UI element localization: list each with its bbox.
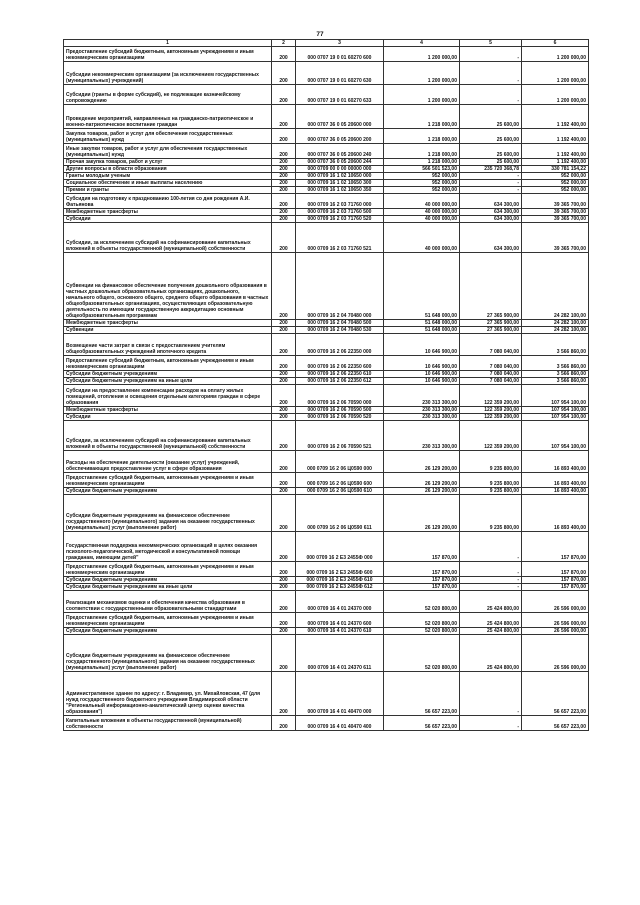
row-approved-amount: 157 870,00 [384, 577, 460, 584]
row-executed-amount: 122 359 200,00 [460, 421, 522, 451]
row-description: Субсидии [64, 414, 272, 421]
row-remaining-amount: 39 365 700,00 [522, 209, 589, 216]
row-budget-code: 000 0709 16 2 06 Ц0590 000 [296, 451, 384, 473]
row-budget-code: 000 0709 16 2 06 Ц0590 611 [296, 495, 384, 532]
row-executed-amount: 122 359 200,00 [460, 407, 522, 414]
row-approved-amount: 56 657 223,00 [384, 672, 460, 716]
table-row [64, 716, 589, 731]
row-budget-code: 000 0709 16 2 03 71760 520 [296, 216, 384, 223]
row-description: Субсидии бюджетным учреждениям на финансовое обеспечение государственного (муниципального) задания на оказание государственных (муниципальных) услуг (выполнение работ) [64, 635, 272, 672]
row-remaining-amount: 39 365 700,00 [522, 216, 589, 223]
row-remaining-amount: 107 954 100,00 [522, 407, 589, 414]
row-remaining-amount: 952 000,00 [522, 187, 589, 194]
row-budget-code: 000 0709 16 4 01 24370 600 [296, 613, 384, 628]
table-row [64, 584, 589, 591]
row-approved-amount: 52 020 800,00 [384, 591, 460, 613]
row-approved-amount: 26 129 200,00 [384, 451, 460, 473]
table-row [64, 180, 589, 187]
row-approved-amount: 26 129 200,00 [384, 488, 460, 495]
table-row [64, 532, 589, 562]
row-line-code: 200 [272, 378, 296, 385]
row-executed-amount: - [460, 562, 522, 577]
row-description: Субсидии некоммерческим организациям (за исключением государственных (муниципальных) учреждений) [64, 62, 272, 85]
row-approved-amount: 1 218 000,00 [384, 129, 460, 144]
table-row [64, 216, 589, 223]
table-row [64, 672, 589, 716]
row-line-code: 200 [272, 253, 296, 320]
row-budget-code: 000 0709 16 2 04 70480 530 [296, 327, 384, 334]
row-budget-code: 000 0707 19 0 01 60270 600 [296, 47, 384, 62]
header-cell: 4 [384, 40, 460, 47]
table-row [64, 451, 589, 473]
row-description: Субсидии бюджетным учреждениям [64, 488, 272, 495]
row-remaining-amount: 1 200 000,00 [522, 47, 589, 62]
row-approved-amount: 952 000,00 [384, 173, 460, 180]
row-description: Субвенции [64, 327, 272, 334]
row-executed-amount: 7 080 040,00 [460, 334, 522, 356]
row-line-code: 200 [272, 421, 296, 451]
row-executed-amount: 25 424 800,00 [460, 635, 522, 672]
row-line-code: 200 [272, 187, 296, 194]
row-remaining-amount: 330 781 154,22 [522, 166, 589, 173]
row-budget-code: 000 0709 16 2 06 70590 520 [296, 414, 384, 421]
row-approved-amount: 56 657 223,00 [384, 716, 460, 731]
table-row [64, 187, 589, 194]
budget-table [63, 39, 589, 731]
row-remaining-amount: 56 657 223,00 [522, 672, 589, 716]
row-description: Межбюджетные трансферты [64, 407, 272, 414]
row-approved-amount: 1 218 000,00 [384, 144, 460, 159]
row-executed-amount: 25 600,00 [460, 105, 522, 129]
row-remaining-amount: 157 870,00 [522, 562, 589, 577]
row-line-code: 200 [272, 85, 296, 105]
row-approved-amount: 566 501 523,00 [384, 166, 460, 173]
row-remaining-amount: 952 000,00 [522, 180, 589, 187]
row-line-code: 200 [272, 334, 296, 356]
row-executed-amount: - [460, 532, 522, 562]
row-approved-amount: 51 648 000,00 [384, 327, 460, 334]
table-row [64, 320, 589, 327]
row-executed-amount: 27 365 900,00 [460, 320, 522, 327]
row-budget-code: 000 0707 36 0 05 20600 244 [296, 159, 384, 166]
row-executed-amount: 27 365 900,00 [460, 253, 522, 320]
row-description: Предоставление субсидий бюджетным, автономным учреждениям и иным некоммерческим организациям [64, 356, 272, 371]
row-line-code: 200 [272, 62, 296, 85]
row-approved-amount: 51 648 000,00 [384, 320, 460, 327]
row-executed-amount: 9 235 800,00 [460, 473, 522, 488]
row-line-code: 200 [272, 327, 296, 334]
table-row [64, 223, 589, 253]
row-line-code: 200 [272, 180, 296, 187]
row-executed-amount: 634 300,00 [460, 216, 522, 223]
row-executed-amount: 25 424 800,00 [460, 628, 522, 635]
row-approved-amount: 1 200 000,00 [384, 62, 460, 85]
page-number: 77 [316, 31, 324, 38]
row-budget-code: 000 0709 16 2 06 22350 600 [296, 356, 384, 371]
row-remaining-amount: 16 893 400,00 [522, 473, 589, 488]
row-description: Субсидии бюджетным учреждениям на иные цели [64, 584, 272, 591]
row-line-code: 200 [272, 209, 296, 216]
row-executed-amount: 25 600,00 [460, 129, 522, 144]
row-remaining-amount: 3 566 860,00 [522, 334, 589, 356]
row-remaining-amount: 16 893 400,00 [522, 495, 589, 532]
row-approved-amount: 52 020 800,00 [384, 613, 460, 628]
row-line-code: 200 [272, 407, 296, 414]
row-line-code: 200 [272, 371, 296, 378]
header-cell: 3 [296, 40, 384, 47]
row-remaining-amount: 157 870,00 [522, 584, 589, 591]
row-executed-amount: 235 720 368,78 [460, 166, 522, 173]
table-row [64, 385, 589, 407]
row-executed-amount: 25 424 800,00 [460, 591, 522, 613]
table-row [64, 562, 589, 577]
row-budget-code: 000 0709 16 1 02 10650 300 [296, 180, 384, 187]
row-executed-amount: 634 300,00 [460, 209, 522, 216]
row-remaining-amount: 26 596 000,00 [522, 613, 589, 628]
row-description: Межбюджетные трансферты [64, 209, 272, 216]
row-remaining-amount: 39 365 700,00 [522, 194, 589, 209]
row-line-code: 200 [272, 320, 296, 327]
row-description: Субсидии бюджетным учреждениям [64, 628, 272, 635]
table-row [64, 414, 589, 421]
row-executed-amount: 7 080 040,00 [460, 371, 522, 378]
row-budget-code: 000 0709 16 2 06 70590 000 [296, 385, 384, 407]
row-approved-amount: 52 020 800,00 [384, 628, 460, 635]
row-approved-amount: 952 000,00 [384, 187, 460, 194]
row-line-code: 200 [272, 584, 296, 591]
row-remaining-amount: 39 365 700,00 [522, 223, 589, 253]
row-remaining-amount: 26 596 000,00 [522, 591, 589, 613]
row-line-code: 200 [272, 628, 296, 635]
row-approved-amount: 10 646 900,00 [384, 334, 460, 356]
row-line-code: 200 [272, 166, 296, 173]
table-row [64, 371, 589, 378]
row-remaining-amount: 107 954 100,00 [522, 385, 589, 407]
row-executed-amount: - [460, 85, 522, 105]
row-executed-amount: 9 235 800,00 [460, 495, 522, 532]
header-row [64, 40, 589, 47]
row-remaining-amount: 107 954 100,00 [522, 414, 589, 421]
row-line-code: 200 [272, 105, 296, 129]
row-description: Иные закупки товаров, работ и услуг для обеспечения государственных (муниципальных) нужд [64, 144, 272, 159]
row-remaining-amount: 1 192 400,00 [522, 105, 589, 129]
row-approved-amount: 230 313 300,00 [384, 414, 460, 421]
row-executed-amount: 9 235 800,00 [460, 488, 522, 495]
row-description: Капитальные вложения в объекты государственной (муниципальной) собственности [64, 716, 272, 731]
row-budget-code: 000 0709 16 2 E3 2455Ф 600 [296, 562, 384, 577]
row-description: Прочая закупка товаров, работ и услуг [64, 159, 272, 166]
row-approved-amount: 230 313 300,00 [384, 421, 460, 451]
row-executed-amount: 634 300,00 [460, 194, 522, 209]
row-approved-amount: 26 129 200,00 [384, 473, 460, 488]
row-executed-amount: 122 359 200,00 [460, 385, 522, 407]
table-row [64, 628, 589, 635]
row-remaining-amount: 3 566 860,00 [522, 378, 589, 385]
row-approved-amount: 1 218 000,00 [384, 159, 460, 166]
row-remaining-amount: 1 200 000,00 [522, 62, 589, 85]
row-remaining-amount: 24 282 100,00 [522, 327, 589, 334]
row-remaining-amount: 1 192 400,00 [522, 159, 589, 166]
row-line-code: 200 [272, 488, 296, 495]
row-line-code: 200 [272, 159, 296, 166]
row-line-code: 200 [272, 223, 296, 253]
row-approved-amount: 10 646 900,00 [384, 371, 460, 378]
row-description: Предоставление субсидий бюджетным, автономным учреждениям и иным некоммерческим организациям [64, 613, 272, 628]
row-approved-amount: 157 870,00 [384, 584, 460, 591]
row-budget-code: 000 0709 16 4 01 24370 000 [296, 591, 384, 613]
row-remaining-amount: 24 282 100,00 [522, 320, 589, 327]
row-budget-code: 000 0709 16 2 06 70590 500 [296, 407, 384, 414]
row-approved-amount: 952 000,00 [384, 180, 460, 187]
row-line-code: 200 [272, 577, 296, 584]
row-budget-code: 000 0709 16 2 06 22350 000 [296, 334, 384, 356]
row-line-code: 200 [272, 451, 296, 473]
row-executed-amount: 122 359 200,00 [460, 414, 522, 421]
row-description: Премии и гранты [64, 187, 272, 194]
row-line-code: 200 [272, 144, 296, 159]
row-executed-amount: - [460, 47, 522, 62]
header-cell: 1 [64, 40, 272, 47]
row-budget-code: 000 0709 16 2 06 22350 612 [296, 378, 384, 385]
row-remaining-amount: 56 657 223,00 [522, 716, 589, 731]
table-row [64, 327, 589, 334]
row-budget-code: 000 0707 36 0 05 20600 200 [296, 129, 384, 144]
row-budget-code: 000 0707 36 0 05 20600 000 [296, 105, 384, 129]
row-remaining-amount: 1 192 400,00 [522, 129, 589, 144]
row-executed-amount: - [460, 173, 522, 180]
row-description: Социальное обеспечение и иные выплаты населению [64, 180, 272, 187]
row-remaining-amount: 1 192 400,00 [522, 144, 589, 159]
header-cell: 5 [460, 40, 522, 47]
row-description: Административное здание по адресу: г. Владимир, ул. Михайловская, 47 (для нужд государственного бюджетного учреждения Владимирской области "Региональный информационно-аналитический центр оценки качества образования") [64, 672, 272, 716]
row-budget-code: 000 0709 16 2 E3 2455Ф 612 [296, 584, 384, 591]
row-line-code: 200 [272, 385, 296, 407]
row-line-code: 200 [272, 356, 296, 371]
row-approved-amount: 157 870,00 [384, 532, 460, 562]
row-budget-code: 000 0709 16 2 E3 2455Ф 000 [296, 532, 384, 562]
table-row [64, 421, 589, 451]
row-budget-code: 000 0707 19 0 01 60270 630 [296, 62, 384, 85]
row-executed-amount: - [460, 187, 522, 194]
row-description: Проведение мероприятий, направленных на гражданско-патриотическое и военно-патриотическое воспитание граждан [64, 105, 272, 129]
row-line-code: 200 [272, 129, 296, 144]
row-description: Субсидии [64, 216, 272, 223]
table-row [64, 253, 589, 320]
row-budget-code: 000 0709 16 4 01 24370 611 [296, 635, 384, 672]
row-executed-amount: - [460, 584, 522, 591]
row-remaining-amount: 3 566 860,00 [522, 356, 589, 371]
row-line-code: 200 [272, 591, 296, 613]
row-approved-amount: 52 020 800,00 [384, 635, 460, 672]
row-line-code: 200 [272, 216, 296, 223]
row-line-code: 200 [272, 532, 296, 562]
row-remaining-amount: 157 870,00 [522, 532, 589, 562]
row-approved-amount: 26 129 200,00 [384, 495, 460, 532]
row-budget-code: 000 0709 00 0 00 00000 000 [296, 166, 384, 173]
row-executed-amount: 7 080 040,00 [460, 378, 522, 385]
table-row [64, 47, 589, 62]
row-remaining-amount: 952 000,00 [522, 173, 589, 180]
row-line-code: 200 [272, 414, 296, 421]
table-row [64, 577, 589, 584]
row-executed-amount: 27 365 900,00 [460, 327, 522, 334]
table-row [64, 105, 589, 129]
table-row [64, 378, 589, 385]
table-row [64, 334, 589, 356]
table-row [64, 173, 589, 180]
row-budget-code: 000 0709 16 2 03 71760 000 [296, 194, 384, 209]
row-remaining-amount: 26 596 000,00 [522, 628, 589, 635]
row-executed-amount: 25 600,00 [460, 144, 522, 159]
row-description: Реализация механизмов оценки и обеспечения качества образования в соответствии с государственными образовательными стандартами [64, 591, 272, 613]
row-line-code: 200 [272, 716, 296, 731]
row-remaining-amount: 1 200 000,00 [522, 85, 589, 105]
row-executed-amount: - [460, 716, 522, 731]
table-row [64, 166, 589, 173]
row-approved-amount: 40 000 000,00 [384, 216, 460, 223]
row-executed-amount: 7 080 040,00 [460, 356, 522, 371]
row-description: Предоставление субсидий бюджетным, автономным учреждениям и иным некоммерческим организациям [64, 47, 272, 62]
row-line-code: 200 [272, 495, 296, 532]
row-description: Расходы на обеспечение деятельности (оказание услуг) учреждений, обеспечивающих предоставление услуг в сфере образования [64, 451, 272, 473]
table-row [64, 194, 589, 209]
row-budget-code: 000 0709 16 2 06 Ц0590 600 [296, 473, 384, 488]
row-executed-amount: 634 300,00 [460, 223, 522, 253]
row-line-code: 200 [272, 613, 296, 628]
row-description: Субсидии, за исключением субсидий на софинансирование капитальных вложений в объекты государственной (муниципальной) собственности [64, 421, 272, 451]
row-approved-amount: 10 646 900,00 [384, 378, 460, 385]
header-cell: 6 [522, 40, 589, 47]
row-budget-code: 000 0709 16 2 06 Ц0590 610 [296, 488, 384, 495]
row-description: Субсидии бюджетным учреждениям [64, 371, 272, 378]
row-approved-amount: 40 000 000,00 [384, 223, 460, 253]
row-executed-amount: 25 600,00 [460, 159, 522, 166]
row-approved-amount: 1 200 000,00 [384, 47, 460, 62]
row-description: Межбюджетные трансферты [64, 320, 272, 327]
row-description: Предоставление субсидий бюджетным, автономным учреждениям и иным некоммерческим организациям [64, 473, 272, 488]
row-line-code: 200 [272, 194, 296, 209]
row-executed-amount: 9 235 800,00 [460, 451, 522, 473]
table-row [64, 613, 589, 628]
row-executed-amount: - [460, 577, 522, 584]
row-budget-code: 000 0709 16 1 02 10650 350 [296, 187, 384, 194]
row-remaining-amount: 3 566 860,00 [522, 371, 589, 378]
row-budget-code: 000 0709 16 2 04 70480 500 [296, 320, 384, 327]
row-budget-code: 000 0707 19 0 01 60270 633 [296, 85, 384, 105]
row-remaining-amount: 16 893 400,00 [522, 451, 589, 473]
table-row [64, 62, 589, 85]
row-budget-code: 000 0707 36 0 05 20600 240 [296, 144, 384, 159]
table-row [64, 209, 589, 216]
row-description: Субсидии бюджетным учреждениям на иные цели [64, 378, 272, 385]
row-approved-amount: 40 000 000,00 [384, 194, 460, 209]
row-approved-amount: 1 200 000,00 [384, 85, 460, 105]
row-budget-code: 000 0709 16 2 04 70480 000 [296, 253, 384, 320]
row-approved-amount: 157 870,00 [384, 562, 460, 577]
table-row [64, 129, 589, 144]
table-row [64, 591, 589, 613]
row-budget-code: 000 0709 16 4 01 24370 610 [296, 628, 384, 635]
row-description: Субсидии, за исключением субсидий на софинансирование капитальных вложений в объекты государственной (муниципальной) собственности [64, 223, 272, 253]
row-remaining-amount: 16 893 400,00 [522, 488, 589, 495]
row-budget-code: 000 0709 16 2 06 22350 610 [296, 371, 384, 378]
table-row [64, 488, 589, 495]
row-budget-code: 000 0709 16 2 E3 2455Ф 610 [296, 577, 384, 584]
row-description: Другие вопросы в области образования [64, 166, 272, 173]
row-line-code: 200 [272, 672, 296, 716]
row-description: Закупка товаров, работ и услуг для обеспечения государственных (муниципальных) нужд [64, 129, 272, 144]
row-line-code: 200 [272, 47, 296, 62]
row-description: Предоставление субсидий бюджетным, автономным учреждениям и иным некоммерческим организациям [64, 562, 272, 577]
row-approved-amount: 10 646 900,00 [384, 356, 460, 371]
row-description: Субсидия на подготовку к празднованию 100-летия со дня рождения А.И. Фатьянова [64, 194, 272, 209]
row-description: Субсидии бюджетным учреждениям на финансовое обеспечение государственного (муниципального) задания на оказание государственных (муниципальных) услуг (выполнение работ) [64, 495, 272, 532]
row-budget-code: 000 0709 16 4 01 40470 000 [296, 672, 384, 716]
table-row [64, 407, 589, 414]
row-approved-amount: 51 648 000,00 [384, 253, 460, 320]
row-description: Субсидии на предоставление компенсации расходов на оплату жилых помещений, отопления и освещения отдельным категориям граждан в сфере образования [64, 385, 272, 407]
table-row [64, 473, 589, 488]
row-line-code: 200 [272, 635, 296, 672]
row-description: Субсидии бюджетным учреждениям [64, 577, 272, 584]
row-line-code: 200 [272, 473, 296, 488]
row-remaining-amount: 26 596 000,00 [522, 635, 589, 672]
row-description: Субвенции на финансовое обеспечение получения дошкольного образования в частных дошкольных образовательных организациях, дошкольного, начального общего, основного общего, среднего общего образования в частных общеобразовательных организациях, осуществляющих образовательную деятельность по имеющим государственную аккредитацию основным общеобразовательным программам [64, 253, 272, 320]
table-row [64, 635, 589, 672]
row-description: Субсидии (гранты в форме субсидий), не подлежащие казначейскому сопровождению [64, 85, 272, 105]
row-approved-amount: 1 218 000,00 [384, 105, 460, 129]
row-budget-code: 000 0709 16 4 01 40470 400 [296, 716, 384, 731]
table-row [64, 85, 589, 105]
row-executed-amount: - [460, 672, 522, 716]
row-budget-code: 000 0709 16 2 06 70590 521 [296, 421, 384, 451]
row-line-code: 200 [272, 562, 296, 577]
row-executed-amount: 25 424 800,00 [460, 613, 522, 628]
row-executed-amount: - [460, 62, 522, 85]
row-remaining-amount: 24 282 100,00 [522, 253, 589, 320]
row-budget-code: 000 0709 16 2 03 71760 521 [296, 223, 384, 253]
row-budget-code: 000 0709 16 2 03 71760 500 [296, 209, 384, 216]
table-row [64, 144, 589, 159]
row-approved-amount: 230 313 300,00 [384, 407, 460, 414]
row-line-code: 200 [272, 173, 296, 180]
table-row [64, 356, 589, 371]
table-row [64, 159, 589, 166]
row-budget-code: 000 0709 16 1 02 10650 000 [296, 173, 384, 180]
row-remaining-amount: 157 870,00 [522, 577, 589, 584]
row-description: Возмещение части затрат в связи с предоставлением учителям общеобразовательных учреждений ипотечного кредита [64, 334, 272, 356]
row-remaining-amount: 107 954 100,00 [522, 421, 589, 451]
row-description: Государственная поддержка некоммерческих организаций в целях оказания психолого-педагогической, методической и консультативной помощи гражданам, имеющим детей" [64, 532, 272, 562]
header-cell: 2 [272, 40, 296, 47]
row-description: Гранты молодым ученым [64, 173, 272, 180]
row-approved-amount: 40 000 000,00 [384, 209, 460, 216]
row-executed-amount: - [460, 180, 522, 187]
table-row [64, 495, 589, 532]
row-approved-amount: 230 313 300,00 [384, 385, 460, 407]
